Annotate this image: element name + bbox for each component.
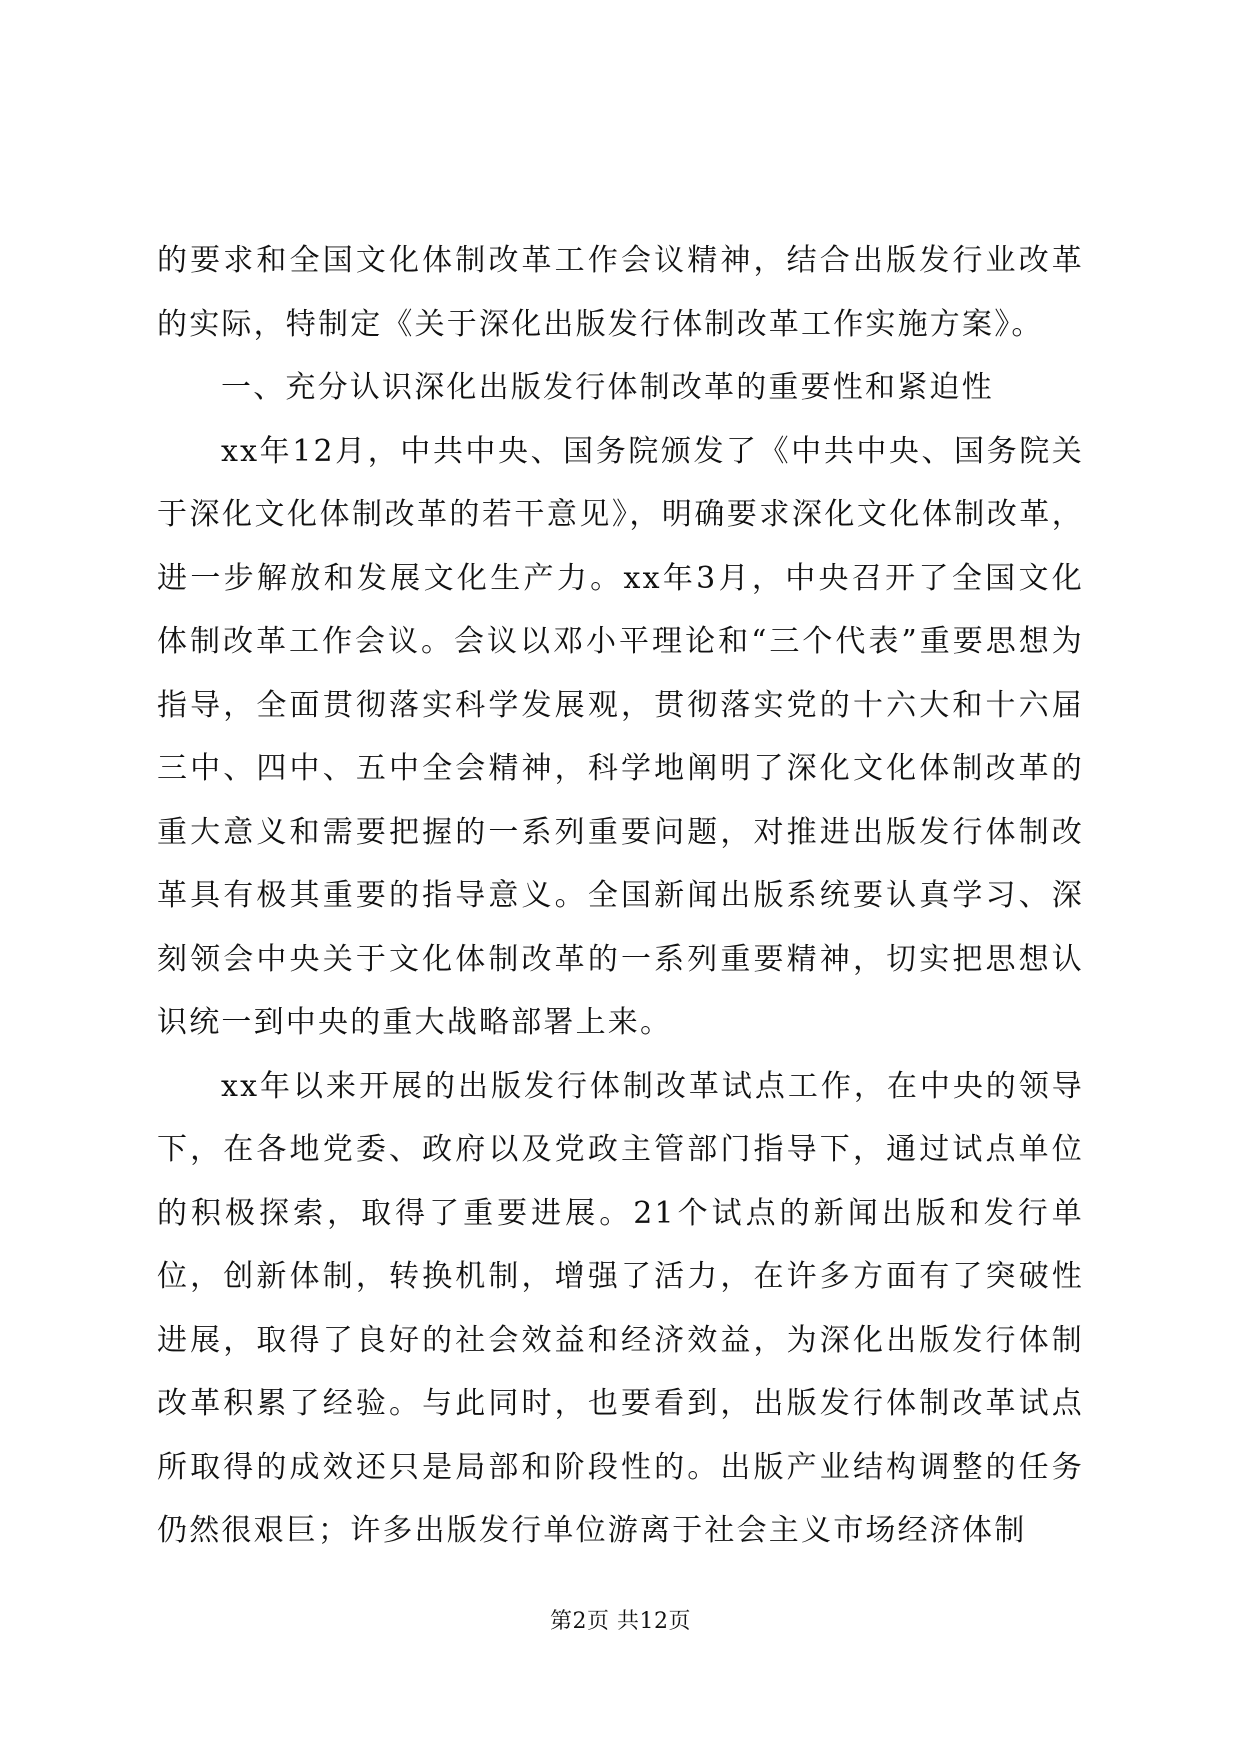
page-number-footer: 第2页 共12页 — [550, 1609, 691, 1634]
paragraph: xx年12月，中共中央、国务院颁发了《中共中央、国务院关于深化文化体制改革的若干意见》，明确要求深化文化体制改革，进一步解放和发展文化生产力。xx年3月，中央召开了全国文化体制改革工作会议。会议以邓小平理论和“三个代表”重要思想为指导，全面贯彻落实科学发展观，贯彻落实党的十六大和十六届三中、四中、五中全会精神，科学地阐明了深化文化体制改革的重大意义和需要把握的一系列重要问题，对推进出版发行体制改革具有极其重要的指导意义。全国新闻出版系统要认真学习、深刻领会中央关于文化体制改革的一系列重要精神，切实把思想认识统一到中央的重大战略部署上来。 — [157, 433, 1084, 1040]
paragraph-continuation: 的要求和全国文化体制改革工作会议精神，结合出版发行业改革的实际，特制定《关于深化出版发行体制改革工作实施方案》。 — [157, 243, 1084, 342]
section-heading: 一、充分认识深化出版发行体制改革的重要性和紧迫性 — [221, 370, 994, 405]
paragraph: xx年以来开展的出版发行体制改革试点工作，在中央的领导下，在各地党委、政府以及党政主管部门指导下，通过试点单位的积极探索，取得了重要进展。21个试点的新闻出版和发行单位，创新体制，转换机制，增强了活力，在许多方面有了突破性进展，取得了良好的社会效益和经济效益，为深化出版发行体制改革积累了经验。与此同时，也要看到，出版发行体制改革试点所取得的成效还只是局部和阶段性的。出版产业结构调整的任务仍然很艰巨；许多出版发行单位游离于社会主义市场经济体制 — [157, 1068, 1084, 1548]
document-body — [157, 229, 1084, 1563]
